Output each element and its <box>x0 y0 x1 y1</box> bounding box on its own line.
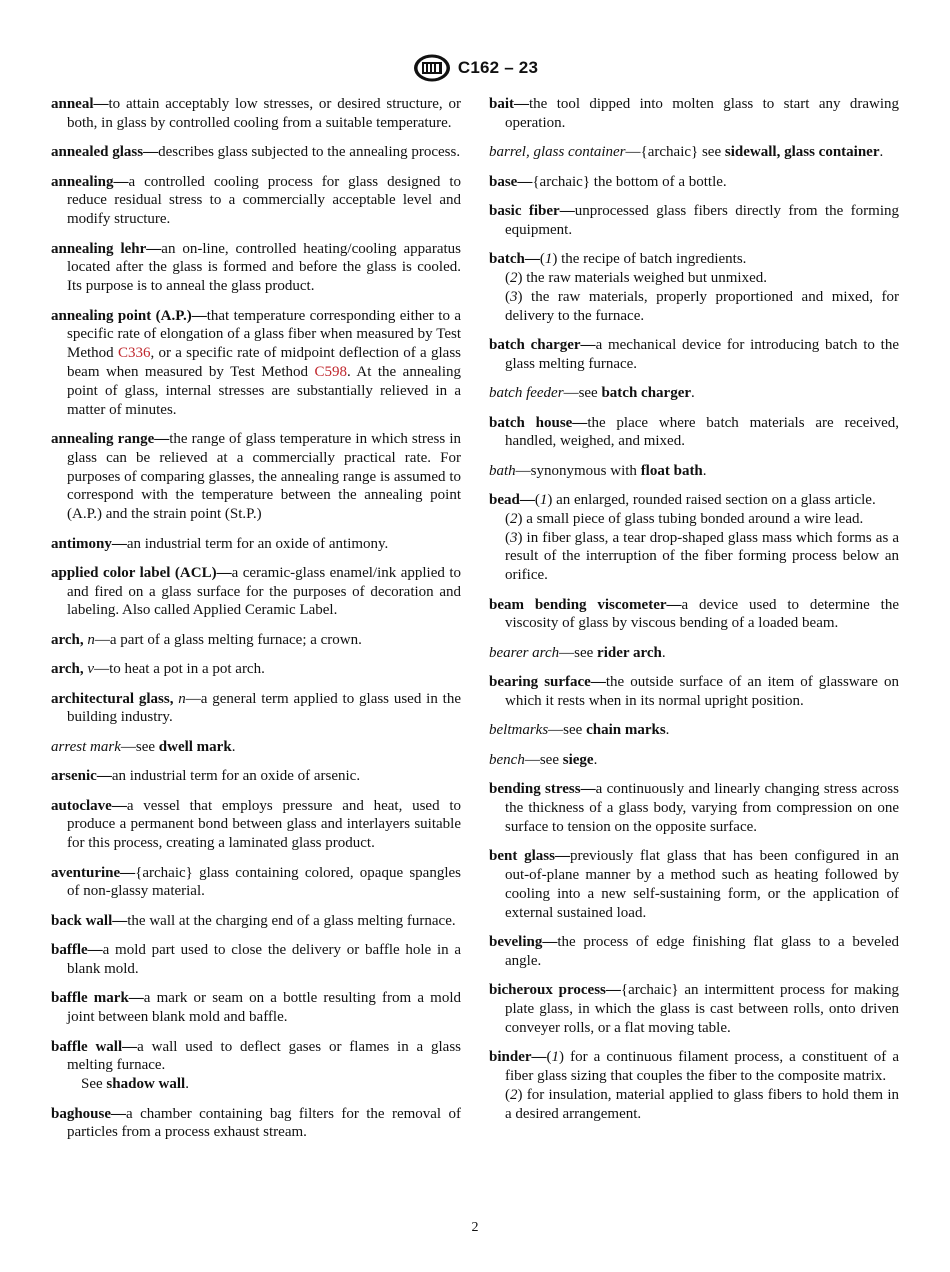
glossary-entry: applied color label (ACL)—a ceramic-glass enamel/ink applied to and fired on a glass surface for the purposes of decoration and labeling. Also called Applied Ceramic Label. <box>51 564 461 619</box>
glossary-entry: back wall—the wall at the charging end of a glass melting furnace. <box>51 912 456 929</box>
left-column <box>51 95 461 1153</box>
glossary-entry: batch—(1) the recipe of batch ingredients. (2) the raw materials weighed but unmixed. (3) the raw materials, properly proportioned and mixed, for delivery to the furnace. <box>489 251 899 324</box>
glossary-entry: bearer arch—see rider arch. <box>489 644 666 661</box>
glossary-entry: baghouse—a chamber containing bag filters for the removal of particles from a process exhaust stream. <box>51 1105 461 1141</box>
glossary-entry: arsenic—an industrial term for an oxide of arsenic. <box>51 768 361 785</box>
glossary-entry: baffle wall—a wall used to deflect gases or flames in a glass melting furnace. See shadow wall. <box>51 1038 461 1093</box>
glossary-entry: basic fiber—unprocessed glass fibers directly from the forming equipment. <box>489 202 899 238</box>
standard-link-c336[interactable]: C336 <box>117 345 151 362</box>
glossary-entry: beam bending viscometer—a device used to determine the viscosity of glass by viscous bending of a loaded beam. <box>489 596 899 632</box>
glossary-entry: bearing surface—the outside surface of an item of glassware on which it rests when in its normal upright position. <box>489 674 899 710</box>
glossary-entry: annealing—a controlled cooling process for glass designed to reduce residual stress to a commercially acceptable level and modify structure. <box>51 173 461 228</box>
glossary-entry: baffle mark—a mark or seam on a bottle resulting from a mold joint between blank mold and baffle. <box>51 990 461 1026</box>
glossary-entry: arch, n—a part of a glass melting furnace; a crown. <box>51 631 362 648</box>
glossary-entry: bath—synonymous with float bath. <box>489 462 707 479</box>
glossary-entry: antimony—an industrial term for an oxide of antimony. <box>51 535 389 552</box>
glossary-entry: base—{archaic} the bottom of a bottle. <box>489 173 727 190</box>
glossary-entry: bead—(1) an enlarged, rounded raised section on a glass article. (2) a small piece of glass tubing bonded around a wire lead. (3) in fiber glass, a tear drop-shaped glass mass which forms as a result of the interruption of the fiber forming process below an orifice. <box>489 492 899 584</box>
glossary-entry: bicheroux process—{archaic} an intermittent process for making plate glass, in which the glass is cast between rolls, onto driven conveyer rolls, or a flat moving table. <box>489 982 899 1036</box>
glossary-entry: annealing range—the range of glass temperature in which stress in glass can be relieved at a commercially practical rate. For purposes of comparing glasses, the annealing range is assumed to correspond with the temperature between the annealing point (A.P.) and the strain point (St.P.) <box>51 430 461 523</box>
glossary-entry: beltmarks—see chain marks. <box>489 722 670 739</box>
glossary-entry: arch, v—to heat a pot in a pot arch. <box>51 661 265 678</box>
page-header <box>0 52 950 84</box>
glossary-entry: architectural glass, n—a general term applied to glass used in the building industry. <box>51 690 461 726</box>
glossary-entry: baffle—a mold part used to close the delivery or baffle hole in a blank mold. <box>51 942 461 977</box>
page-number: 2 <box>471 1220 479 1235</box>
glossary-entry: binder—(1) for a continuous filament process, a constituent of a fiber glass sizing that couples the fiber to the composite matrix. (2) for insulation, material applied to glass fibers to hold them in a desired arrangement. <box>489 1049 899 1122</box>
glossary-entry: anneal—to attain acceptably low stresses, or desired structure, or both, in glass by controlled cooling from a suitable temperature. <box>51 96 461 131</box>
glossary-entry: batch charger—a mechanical device for introducing batch to the glass melting furnace. <box>489 336 899 372</box>
glossary-entry: arrest mark—see dwell mark. <box>51 738 236 755</box>
standard-designation: C162 – 23 <box>457 58 539 77</box>
glossary-entry: bent glass—previously flat glass that has been configured in an out-of-plane manner by a method such as heating followed by cooling into a new self-sustaining form, or the application of external sustained load. <box>489 848 899 921</box>
right-column <box>489 95 899 1134</box>
glossary-entry: batch feeder—see batch charger. <box>489 385 695 402</box>
glossary-entry: bending stress—a continuously and linearly changing stress across the thickness of a glass body, varying from compression on one surface to tension on the opposite surface. <box>489 781 899 835</box>
astm-logo-icon <box>412 53 452 83</box>
glossary-entry: autoclave—a vessel that employs pressure and heat, used to produce a permanent bond between glass and interlayers suitable for this process, creating a laminated glass product. <box>51 797 461 852</box>
glossary-entry: annealed glass—describes glass subjected to the annealing process. <box>51 144 461 161</box>
glossary-entry: batch house—the place where batch materials are received, handled, weighed, and mixed. <box>489 414 899 450</box>
glossary-entry: annealing point (A.P.)—that temperature corresponding either to a specific rate of elongation of a glass fiber when measured by Test Method C336, or a specific rate of midpoint deflection of a glass beam when measured by Test Method C598. At the annealing point of glass, internal stresses are substantially relieved in a matter of minutes. <box>51 307 461 418</box>
standard-link-c598[interactable]: C598 <box>314 363 347 380</box>
glossary-entry: aventurine—{archaic} glass containing colored, opaque spangles of non-glassy material. <box>51 864 461 900</box>
glossary-entry: bench—see siege. <box>489 751 598 768</box>
glossary-entry: barrel, glass container—{archaic} see sidewall, glass container. <box>489 144 884 161</box>
glossary-entry: beveling—the process of edge finishing flat glass to a beveled angle. <box>489 933 899 969</box>
glossary-entry: annealing lehr—an on-line, controlled heating/cooling apparatus located after the glass is formed and before the glass is cooled. Its purpose is to anneal the glass product. <box>51 240 461 295</box>
glossary-entry: bait—the tool dipped into molten glass to start any drawing operation. <box>489 96 899 131</box>
